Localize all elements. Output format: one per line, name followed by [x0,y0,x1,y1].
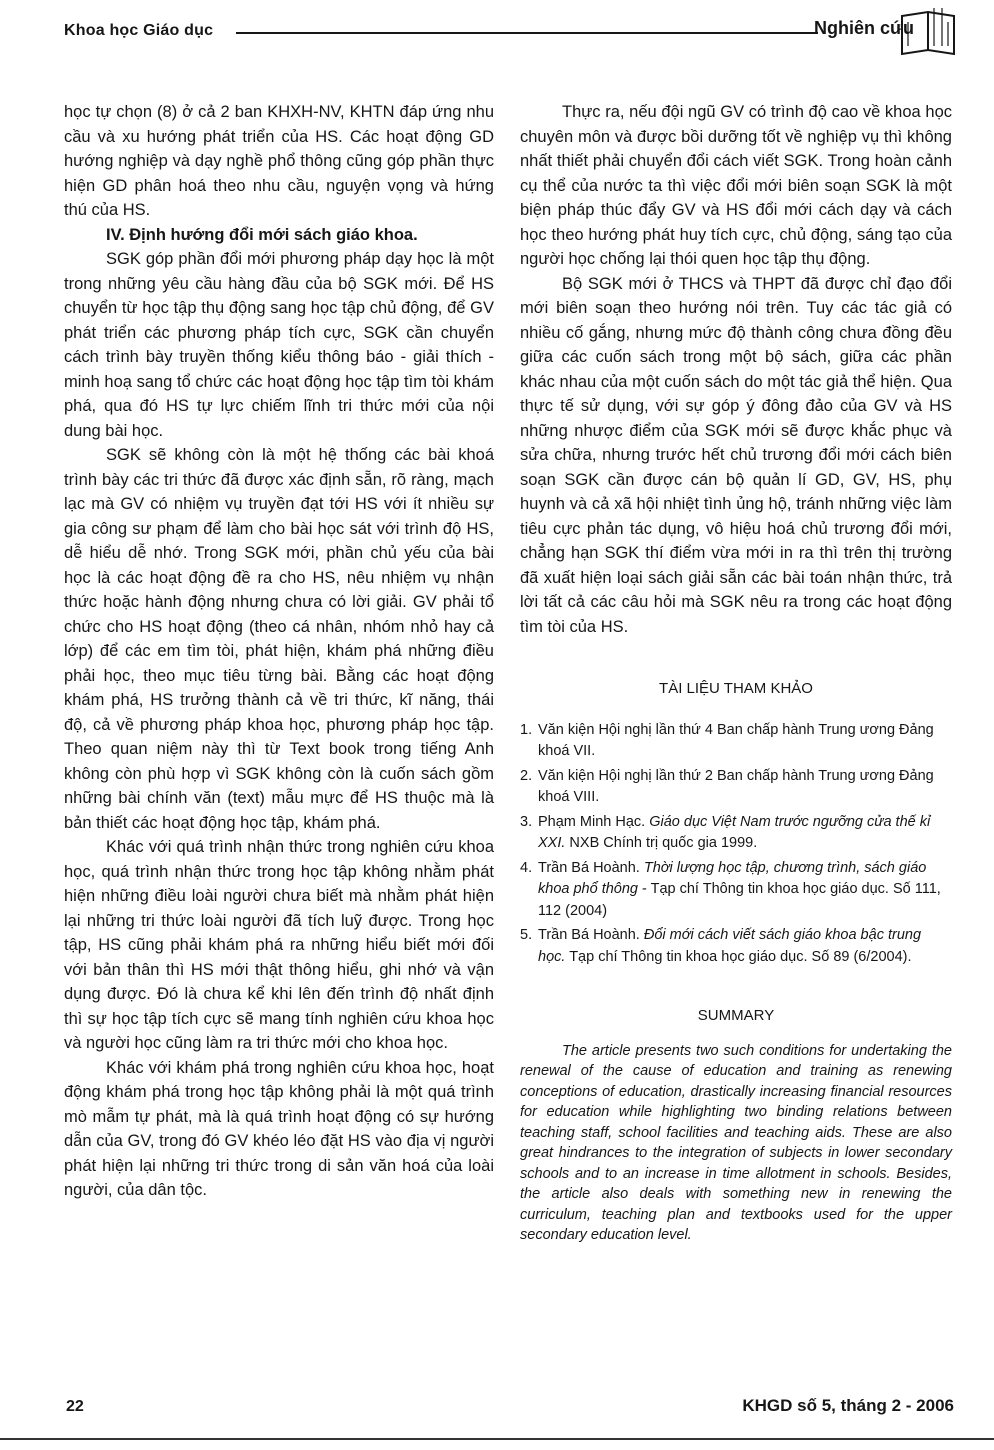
paragraph: SGK góp phần đổi mới phương pháp dạy học là một trong những yêu cầu hàng đầu của bộ SGK mới. Để HS chuyển từ học tập thụ động sang học tập chủ động, để GV phát triển các phương pháp tích cực, SGK cần chuyển cách trình bày truyền thống kiểu thông báo - giải thích - minh hoạ sang tổ chức các hoạt động học tập tìm tòi khám phá, qua đó HS tự lực chiếm lĩnh tri thức mới của nội dung bài học. [64,250,494,440]
reference-item: 5. Trần Bá Hoành. Đổi mới cách viết sách giáo khoa bậc trung học. Tạp chí Thông tin khoa học giáo dục. Số 89 (6/2004). [520,927,922,965]
paragraph: Khác với quá trình nhận thức trong nghiên cứu khoa học, quá trình nhận thức trong học tập không nhằm phát hiện những điều loài người chưa biết mà nhằm phát hiện lại những tri thức loài người đã tích luỹ được. Trong học tập, HS cũng phải khám phá ra những hiểu biết mới đối với bản thân thì HS mới thật thông hiểu, ghi nhớ và vận dụng được. Đó là chưa kể khi lên đến trình độ nhất định thì sự học tập tích cực sẽ mang tính nghiên cứu khoa học và người học cũng làm ra tri thức mới cho khoa học. [64,838,494,1052]
section-heading: IV. Định hướng đổi mới sách giáo khoa. [106,225,418,244]
header-rule [236,32,818,34]
page-number: 22 [66,1398,84,1415]
summary-heading: SUMMARY [697,1007,775,1024]
book-icon [898,6,958,60]
paragraph: Thực ra, nếu đội ngũ GV có trình độ cao về khoa học chuyên môn và được bồi dưỡng tốt về nghiệp vụ thì không nhất thiết phải chuyển đổi cách viết SGK. Trong hoàn cảnh cụ thể của nước ta thì việc đổi mới biên soạn SGK là một biện pháp thúc đẩy GV và HS đổi mới cách dạy và cách học theo hướng phát huy tích cực, chủ động, sáng tạo của người học chống lại thói quen học tập thụ động. [520,103,952,268]
section-label: Nghiên cứu [813,18,914,38]
references-heading: TÀI LIỆU THAM KHẢO [659,680,813,697]
journal-title: Khoa học Giáo dục [64,22,214,39]
reference-item: 1. Văn kiện Hội nghị lần thứ 4 Ban chấp hành Trung ương Đảng khoá VII. [520,721,934,759]
reference-item: 3. Phạm Minh Hạc. Giáo dục Việt Nam trước ngưỡng cửa thế kỉ XXI. NXB Chính trị quốc gia 1999. [520,813,931,851]
paragraph: học tự chọn (8) ở cả 2 ban KHXH-NV, KHTN đáp ứng nhu cầu và xu hướng phát triển của HS. Các hoạt động GD hướng nghiệp và dạy nghề phổ thông cũng góp phần thực hiện GD phân hoá theo nhu cầu, nguyện vọng và hứng thú của HS. [64,103,494,219]
left-column [64,100,494,1203]
right-column [520,100,952,1246]
reference-item: 2. Văn kiện Hội nghị lần thứ 2 Ban chấp hành Trung ương Đảng khoá VIII. [520,767,934,805]
paragraph: SGK sẽ không còn là một hệ thống các bài khoá trình bày các tri thức đã được xác định sẵn, rõ ràng, mạch lạc mà GV có nhiệm vụ truyền đạt tới HS với ít nhiều sự gia công sư phạm để làm cho bài học sát với trình độ HS, dễ hiểu dễ nhớ. Trong SGK mới, phần chủ yếu của bài học là các hoạt động đề ra cho HS, nêu nhiệm vụ nhận thức hoặc hành động nhưng chưa có lời giải. GV phải tổ chức cho HS hoạt động (theo cá nhân, nhóm nhỏ hay cả lớp) để các em tìm tòi, phát hiện, khám phá những điều phải học, theo mục tiêu từng bài. Bằng các hoạt động khám phá, HS trưởng thành cả về tri thức, kĩ năng, thái độ, cả về phương pháp khoa học, phương pháp học tập. Theo quan niệm này thì từ Text book trong tiếng Anh không còn phù hợp vì SGK không còn là cuốn sách gồm những bài chính văn (text) mẫu mực để HS thuộc mà là bản thiết các hoạt động học tập, khám phá. [64,446,494,832]
reference-list [520,720,952,969]
summary-text: The article presents two such conditions for undertaking the renewal of the cause of education and training as renewing conceptions of education, drastically increasing financial resources for education while highlighting two binding relations between teaching staff, school facilities and teaching aids. These are also great hindrances to the integration of subjects in lower secondary schools and to an increase in time allotment in schools. Besides, the article also deals with something new in renewing the curriculum, teaching plan and textbooks used for the upper secondary education level. [520,1042,952,1243]
footer-rule [0,1438,994,1440]
paragraph: Bộ SGK mới ở THCS và THPT đã được chỉ đạo đổi mới biên soạn theo hướng nói trên. Tuy các tác giả có nhiều cố gắng, nhưng mức độ thành công chưa đồng đều giữa các cuốn sách trong một bộ sách, giữa các phần khác nhau của một cuốn sách do một tác giả thể hiện. Qua thực tế sử dụng, với sự góp ý đông đảo của GV và HS những nhược điểm của SGK mới sẽ được khắc phục và sửa chữa, nhưng trước hết chủ trương đổi mới cách biên soạn SGK cần được cán bộ quản lí GD, GV, HS, phụ huynh và cả xã hội nhiệt tình ủng hộ, tránh những việc làm tiêu cực phản tác dụng, vô hiệu hoá chủ trương đổi mới, chẳng hạn SGK thí điểm vừa mới in ra thì trên thị trường đã xuất hiện loại sách giải sẵn các bài toán nhận thức, trả lời tất cả các câu hỏi mà SGK nêu ra trong các hoạt động tìm tòi của HS. [520,274,952,636]
reference-item: 4. Trần Bá Hoành. Thời lượng học tập, chương trình, sách giáo khoa phổ thông - Tạp chí Thông tin khoa học giáo dục. Số 111, 112 (2004) [520,859,941,919]
issue-label: KHGD số 5, tháng 2 - 2006 [742,1396,954,1415]
paragraph: Khác với khám phá trong nghiên cứu khoa học, hoạt động khám phá trong học tập không phải là một quá trình mò mẫm tự phát, mà là quá trình hoạt động có sự hướng dẫn của GV, trong đó GV khéo léo đặt HS vào địa vị người phát hiện lại những tri thức trong di sản văn hoá của loài người, của dân tộc. [64,1058,494,1199]
